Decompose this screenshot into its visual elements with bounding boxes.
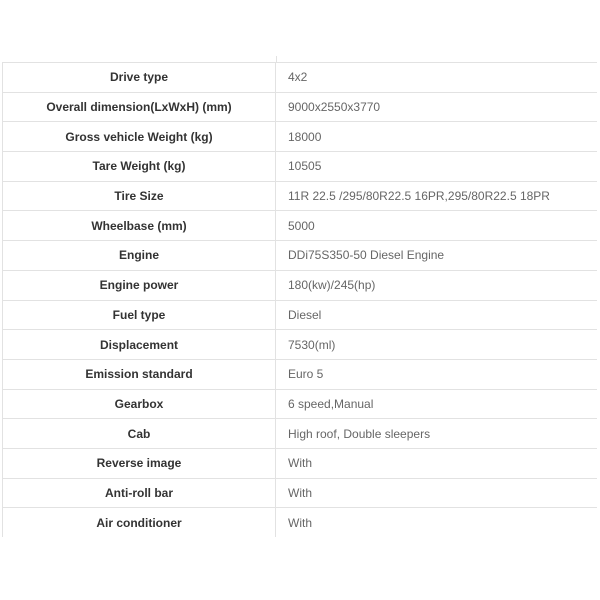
spec-value: High roof, Double sleepers <box>288 426 431 441</box>
spec-label-cell <box>3 449 275 478</box>
spec-value: 180(kw)/245(hp) <box>288 278 376 293</box>
spec-label-cell <box>3 271 275 300</box>
spec-label-cell <box>3 152 275 181</box>
spec-label: Wheelbase (mm) <box>91 218 187 233</box>
spec-label: Emission standard <box>85 367 193 382</box>
spec-value-cell <box>275 390 597 419</box>
spec-value: 6 speed,Manual <box>288 396 374 411</box>
spec-row <box>3 151 597 181</box>
spec-value-cell <box>275 330 597 359</box>
spec-value: 5000 <box>288 218 315 233</box>
spec-label-cell <box>3 301 275 330</box>
spec-row <box>3 121 597 151</box>
spec-value: With <box>288 485 312 500</box>
spec-row <box>3 62 597 92</box>
spec-value-cell <box>275 122 597 151</box>
spec-value: Diesel <box>288 307 322 322</box>
spec-value: 10505 <box>288 159 322 174</box>
spec-value: Euro 5 <box>288 367 324 382</box>
spec-value: With <box>288 515 312 530</box>
spec-value: With <box>288 456 312 471</box>
spec-label: Anti-roll bar <box>105 485 173 500</box>
spec-value: DDi75S350-50 Diesel Engine <box>288 248 445 263</box>
spec-label: Air conditioner <box>96 515 182 530</box>
spec-label: Drive type <box>109 70 169 85</box>
spec-value-cell <box>275 63 597 92</box>
spec-value: 4x2 <box>288 70 308 85</box>
spec-label-cell <box>3 479 275 508</box>
spec-label: Overall dimension(LxWxH) (mm) <box>46 100 232 115</box>
spec-label: Gross vehicle Weight (kg) <box>65 129 213 144</box>
spec-label-cell <box>3 330 275 359</box>
spec-label: Engine power <box>99 278 179 293</box>
spec-row <box>3 478 597 508</box>
spec-label-cell <box>3 63 275 92</box>
spec-label: Cab <box>127 426 151 441</box>
spec-value-cell <box>275 93 597 122</box>
spec-label: Fuel type <box>112 307 166 322</box>
spec-value-cell <box>275 360 597 389</box>
spec-row <box>3 389 597 419</box>
spec-row <box>3 240 597 270</box>
spec-value-cell <box>275 182 597 211</box>
spec-table <box>2 62 597 537</box>
spec-label-cell <box>3 241 275 270</box>
spec-label-cell <box>3 360 275 389</box>
spec-value-cell <box>275 211 597 240</box>
spec-label-cell <box>3 122 275 151</box>
spec-row <box>3 507 597 537</box>
column-divider-stub <box>276 56 277 62</box>
spec-label-cell <box>3 211 275 240</box>
spec-value-cell <box>275 241 597 270</box>
spec-value-cell <box>275 479 597 508</box>
spec-row <box>3 418 597 448</box>
spec-value-cell <box>275 301 597 330</box>
spec-value: 9000x2550x3770 <box>288 100 381 115</box>
spec-label: Engine <box>118 248 159 263</box>
spec-label-cell <box>3 419 275 448</box>
spec-label: Tire Size <box>114 189 164 204</box>
spec-row <box>3 270 597 300</box>
spec-label-cell <box>3 182 275 211</box>
spec-value: 11R 22.5 /295/80R22.5 16PR,295/80R22.5 18PR <box>288 189 550 204</box>
spec-value-cell <box>275 449 597 478</box>
spec-label: Reverse image <box>96 456 182 471</box>
spec-value: 18000 <box>288 129 322 144</box>
spec-value-cell <box>275 271 597 300</box>
spec-label: Tare Weight (kg) <box>92 159 186 174</box>
spec-label-cell <box>3 390 275 419</box>
spec-label: Displacement <box>99 337 179 352</box>
spec-row <box>3 92 597 122</box>
spec-value: 7530(ml) <box>288 337 336 352</box>
spec-label-cell <box>3 93 275 122</box>
spec-row <box>3 359 597 389</box>
spec-label-cell <box>3 508 275 537</box>
spec-label: Gearbox <box>114 396 164 411</box>
spec-value-cell <box>275 508 597 537</box>
spec-value-cell <box>275 419 597 448</box>
spec-row <box>3 210 597 240</box>
spec-row <box>3 181 597 211</box>
spec-row <box>3 448 597 478</box>
spec-row <box>3 329 597 359</box>
spec-value-cell <box>275 152 597 181</box>
spec-row <box>3 300 597 330</box>
